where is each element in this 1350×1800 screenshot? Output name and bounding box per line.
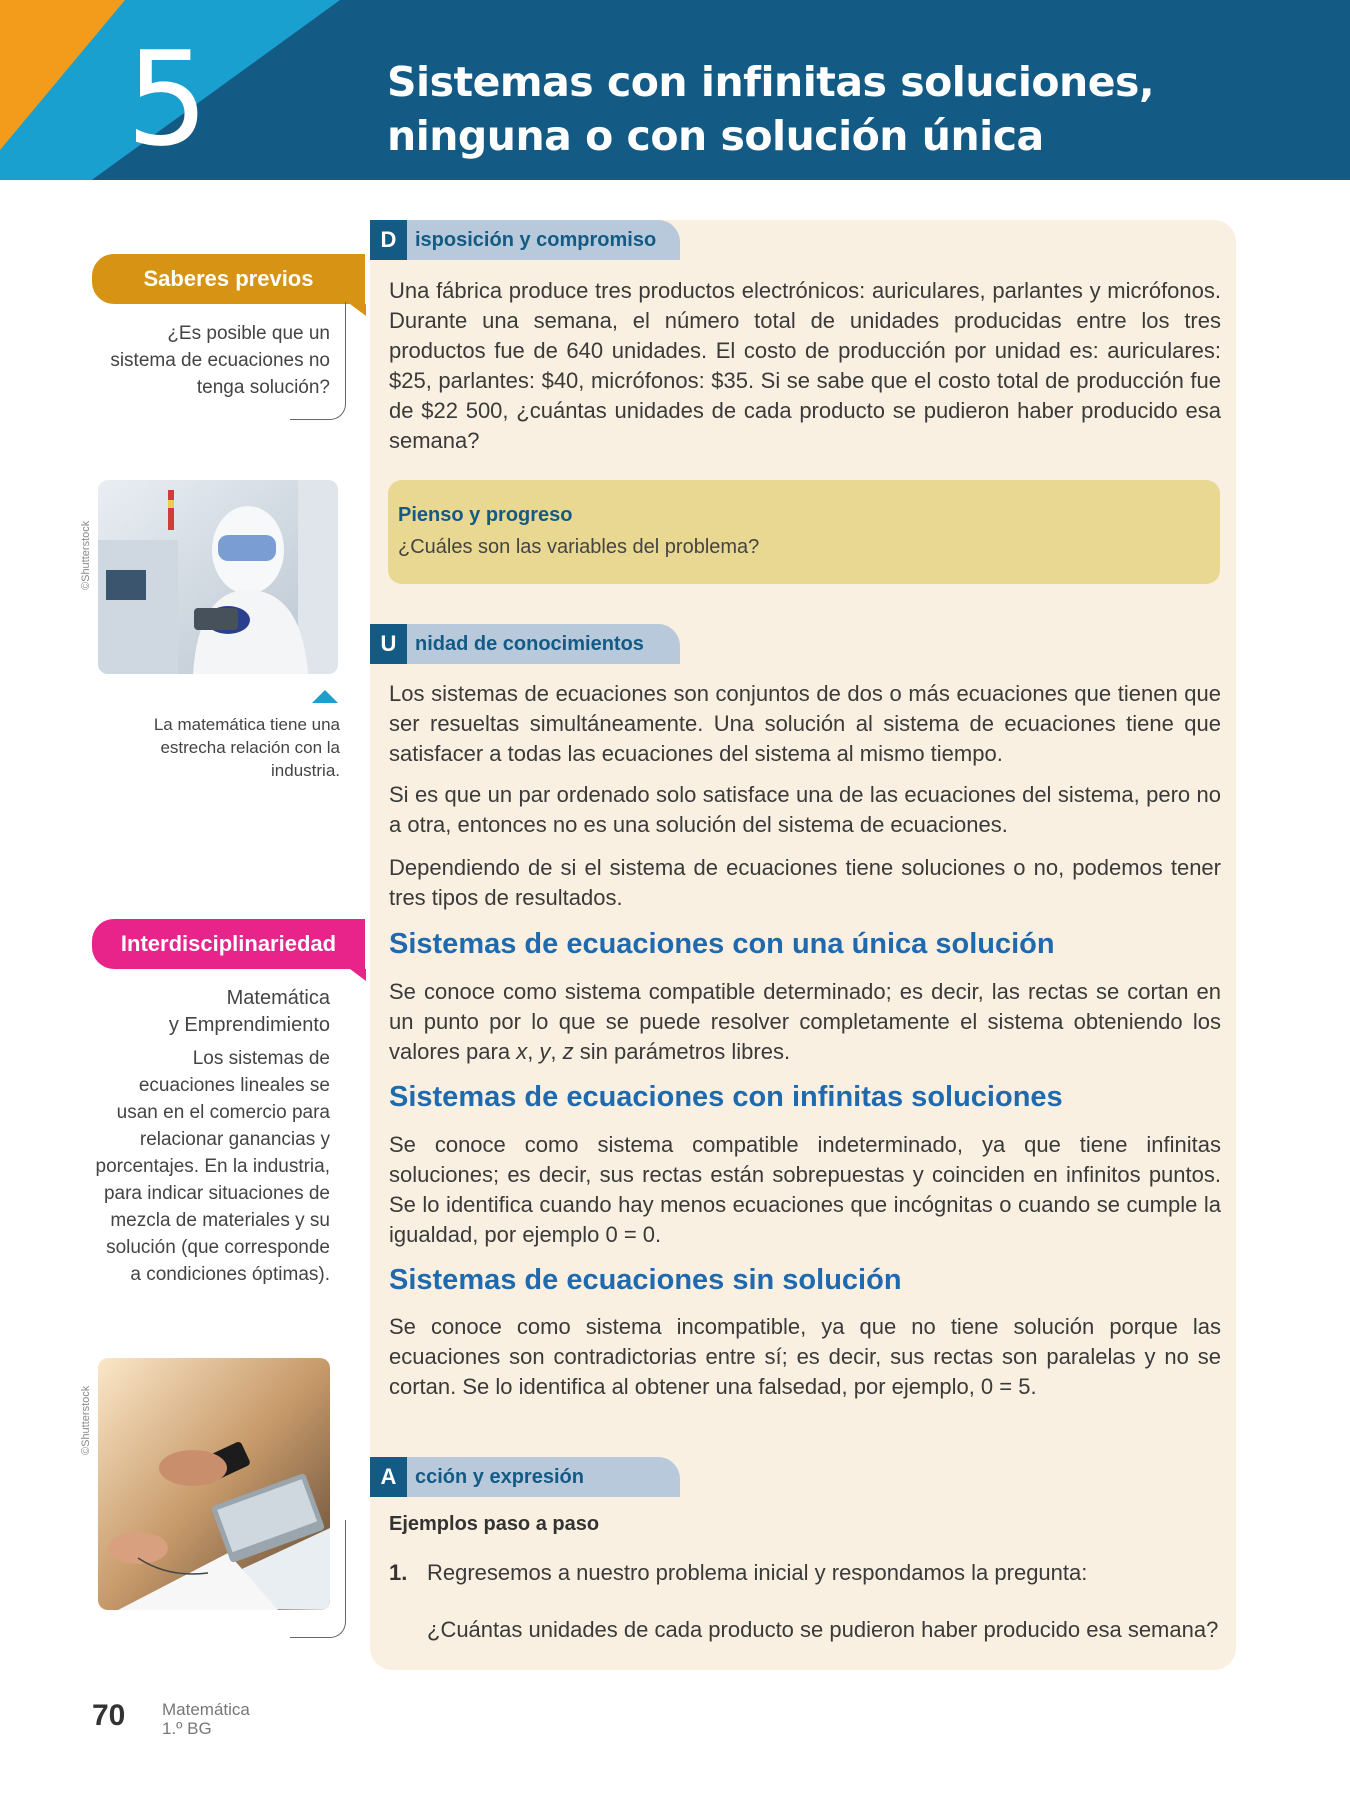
- inter-heading-line1: Matemática: [226, 987, 330, 1009]
- var-y: y: [539, 1039, 551, 1064]
- industry-photo: [98, 480, 338, 674]
- pienso-question: ¿Cuáles son las variables del problema?: [398, 536, 760, 558]
- grade-label: 1.º BG: [162, 1719, 212, 1738]
- saberes-previos-tab: Saberes previos: [92, 254, 365, 304]
- step-text: Regresemos a nuestro problema inicial y respondamos la pregunta:: [427, 1560, 1088, 1585]
- saberes-bracket: [290, 302, 346, 420]
- photo-credit: ©Shutterstock: [80, 520, 92, 590]
- inter-bracket: [290, 1520, 346, 1638]
- text-infinitas: Se conoce como sistema compatible indeterminado, ya que tiene infinitas soluciones; es decir, sus rectas están sobrepuestas y coinciden en infinitos puntos. Se lo identifica cuando hay menos ecuaciones que incógnitas o cuando se cumple la igualdad, por ejemplo 0 = 0.: [389, 1132, 1221, 1247]
- section-head-unidad: [370, 624, 680, 664]
- var-z: z: [562, 1039, 574, 1064]
- examples-subtitle: Ejemplos paso a paso: [389, 1513, 600, 1535]
- text-unica: [389, 977, 1221, 1067]
- photo-caption: La matemática tiene una estrecha relación con la industria.: [153, 715, 340, 780]
- section-letter: A: [370, 1457, 407, 1497]
- industry-photo-image: [98, 480, 338, 674]
- inter-heading-line2: y Emprendimiento: [168, 1014, 330, 1036]
- var-x: x: [516, 1039, 528, 1064]
- section-title: nidad de conocimientos: [415, 633, 644, 655]
- paragraph-1: Los sistemas de ecuaciones son conjuntos de dos o más ecuaciones que tienen que ser resueltas simultáneamente. Una solución al sistema de ecuaciones tiene que satisfacer a todas las ecuaciones del sistema al mismo tiempo.: [389, 681, 1221, 766]
- paragraph-2: Si es que un par ordenado solo satisface una de las ecuaciones del sistema, pero no a otra, entonces no es una solución del sistema de ecuaciones.: [389, 782, 1221, 837]
- chapter-title-line1: Sistemas con infinitas soluciones,: [387, 58, 1155, 106]
- chapter-title-line2: ninguna o con solución única: [387, 112, 1044, 160]
- sep: ,: [527, 1039, 540, 1064]
- pienso-box: [388, 480, 1220, 584]
- saberes-question: ¿Es posible que un sistema de ecuaciones no tenga solución?: [110, 323, 330, 398]
- pienso-title: Pienso y progreso: [398, 504, 573, 526]
- caption-pointer-icon: [312, 690, 338, 703]
- section-head-accion: [370, 1457, 680, 1497]
- inter-text: Los sistemas de ecuaciones lineales se usan en el comercio para relacionar ganancias y porcentajes. En la industria, para indicar situaciones de mezcla de materiales y su solución (que corresponde a condiciones óptimas).: [95, 1048, 330, 1285]
- section-title: cción y expresión: [415, 1466, 584, 1488]
- heading-unica: Sistemas de ecuaciones con una única solución: [389, 928, 1055, 960]
- text-unica-b: sin parámetros libres.: [573, 1039, 791, 1064]
- step-question: ¿Cuántas unidades de cada producto se pudieron haber producido esa semana?: [427, 1617, 1219, 1642]
- heading-infinitas: Sistemas de ecuaciones con infinitas soluciones: [389, 1081, 1063, 1113]
- text-unica-a: Se conoce como sistema compatible determinado; es decir, las rectas se cortan en un punto por lo que se puede resolver completamente el sistema obteniendo los valores para: [389, 979, 1221, 1064]
- chapter-header: [0, 0, 1350, 180]
- text-sin: Se conoce como sistema incompatible, ya que no tiene solución porque las ecuaciones son contradictorias entre sí; es decir, sus rectas son paralelas y no se cortan. Se lo identifica al obtener una falsedad, por ejemplo, 0 = 5.: [389, 1314, 1221, 1399]
- interdisciplinariedad-tab: Interdisciplinariedad: [92, 919, 365, 969]
- unit-number: 5: [126, 23, 209, 175]
- problem-text: Una fábrica produce tres productos electrónicos: auriculares, parlantes y micrófonos. Durante una semana, el número total de unidades producidas entre los tres productos fue de 640 unidades. El costo de producción por unidad es: auriculares: $25, parlantes: $40, micrófonos: $35. Si se sabe que el costo total de producción fue de $22 500, ¿cuántas unidades de cada producto se pudieron haber producido esa semana?: [389, 278, 1221, 453]
- photo-credit: ©Shutterstock: [80, 1385, 92, 1455]
- section-title: isposición y compromiso: [415, 229, 657, 251]
- step-number: 1.: [389, 1560, 408, 1585]
- sep: ,: [550, 1039, 563, 1064]
- inter-heading: [95, 985, 330, 1039]
- subject-label: [162, 1700, 250, 1738]
- section-letter: U: [370, 624, 407, 664]
- page-number: 70: [92, 1699, 126, 1732]
- section-letter: D: [370, 220, 407, 260]
- heading-sin: Sistemas de ecuaciones sin solución: [389, 1264, 902, 1296]
- subject-name: Matemática: [162, 1700, 250, 1719]
- paragraph-3: Dependiendo de si el sistema de ecuaciones tiene soluciones o no, podemos tener tres tipos de resultados.: [389, 855, 1221, 910]
- section-head-disposicion: [370, 220, 680, 260]
- chapter-title: [387, 55, 1207, 163]
